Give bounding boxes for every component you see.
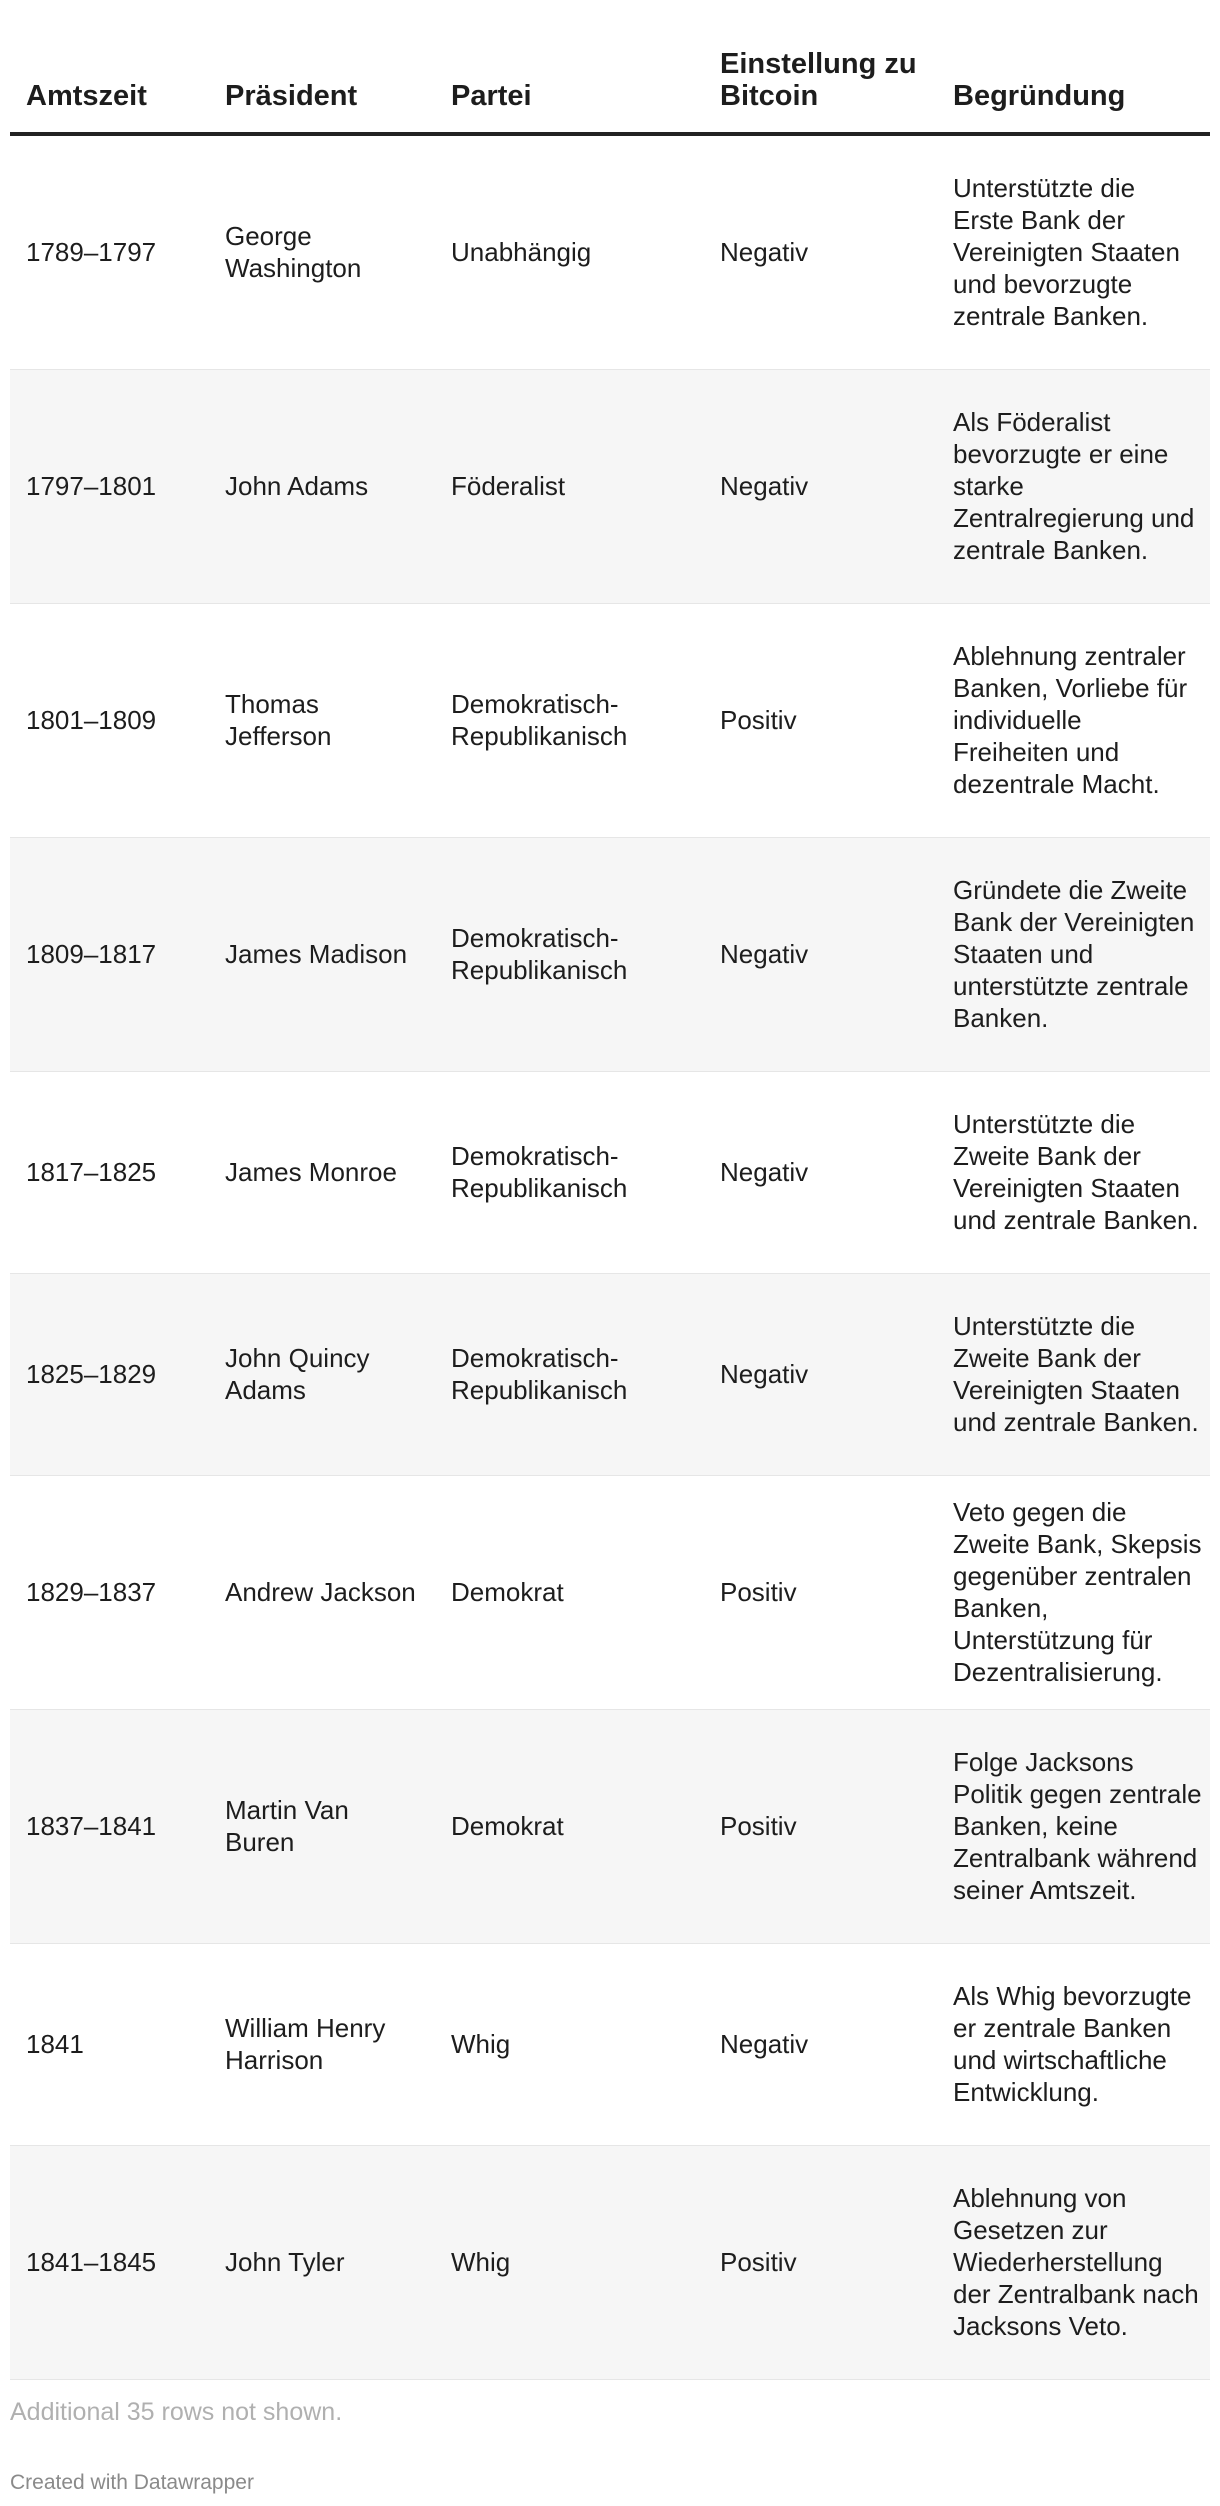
cell-partei: Demokratisch-Republikanisch	[435, 1071, 704, 1273]
cell-amtszeit: 1825–1829	[10, 1273, 209, 1475]
presidents-bitcoin-table	[10, 40, 1210, 2380]
rows-hidden-note: Additional 35 rows not shown.	[10, 2398, 343, 2426]
cell-amtszeit: 1837–1841	[10, 1709, 209, 1943]
cell-partei: Demokrat	[435, 1475, 704, 1709]
table-row	[10, 369, 1210, 603]
table-row	[10, 1709, 1210, 1943]
cell-amtszeit: 1817–1825	[10, 1071, 209, 1273]
cell-begruendung: Unterstützte die Zweite Bank der Vereinigten Staaten und zentrale Banken.	[937, 1071, 1210, 1273]
cell-einstellung: Negativ	[704, 1071, 937, 1273]
table-body	[10, 134, 1210, 2379]
cell-partei: Demokratisch-Republikanisch	[435, 603, 704, 837]
cell-partei: Föderalist	[435, 369, 704, 603]
header-praesident[interactable]: Präsident	[209, 40, 435, 134]
cell-amtszeit: 1789–1797	[10, 134, 209, 369]
cell-begruendung: Als Föderalist bevorzugte er eine starke Zentralregierung und zentrale Banken.	[937, 369, 1210, 603]
cell-amtszeit: 1801–1809	[10, 603, 209, 837]
cell-begruendung: Folge Jacksons Politik gegen zentrale Banken, keine Zentralbank während seiner Amtszeit.	[937, 1709, 1210, 1943]
cell-einstellung: Negativ	[704, 1943, 937, 2145]
cell-praesident: George Washington	[209, 134, 435, 369]
header-einstellung[interactable]: Einstellung zu Bitcoin	[704, 40, 937, 134]
cell-begruendung: Ablehnung zentraler Banken, Vorliebe für individuelle Freiheiten und dezentrale Macht.	[937, 603, 1210, 837]
cell-einstellung: Positiv	[704, 1709, 937, 1943]
table-row	[10, 1071, 1210, 1273]
table-row	[10, 837, 1210, 1071]
cell-amtszeit: 1841–1845	[10, 2145, 209, 2379]
cell-partei: Whig	[435, 1943, 704, 2145]
header-partei[interactable]: Partei	[435, 40, 704, 134]
table-row	[10, 134, 1210, 369]
cell-einstellung: Positiv	[704, 603, 937, 837]
table-header	[10, 40, 1210, 134]
cell-amtszeit: 1829–1837	[10, 1475, 209, 1709]
cell-praesident: William Henry Harrison	[209, 1943, 435, 2145]
table-row	[10, 603, 1210, 837]
cell-amtszeit: 1841	[10, 1943, 209, 2145]
cell-einstellung: Negativ	[704, 1273, 937, 1475]
cell-einstellung: Negativ	[704, 369, 937, 603]
cell-einstellung: Negativ	[704, 134, 937, 369]
header-amtszeit[interactable]: Amtszeit	[10, 40, 209, 134]
cell-praesident: John Tyler	[209, 2145, 435, 2379]
cell-praesident: Martin Van Buren	[209, 1709, 435, 1943]
cell-praesident: James Madison	[209, 837, 435, 1071]
cell-einstellung: Negativ	[704, 837, 937, 1071]
cell-einstellung: Positiv	[704, 1475, 937, 1709]
cell-amtszeit: 1797–1801	[10, 369, 209, 603]
cell-partei: Demokrat	[435, 1709, 704, 1943]
cell-begruendung: Ablehnung von Gesetzen zur Wiederherstellung der Zentralbank nach Jacksons Veto.	[937, 2145, 1210, 2379]
cell-begruendung: Unterstützte die Zweite Bank der Vereinigten Staaten und zentrale Banken.	[937, 1273, 1210, 1475]
table-row	[10, 1475, 1210, 1709]
cell-begruendung: Veto gegen die Zweite Bank, Skepsis gegenüber zentralen Banken, Unterstützung für Dezentralisierung.	[937, 1475, 1210, 1709]
cell-praesident: John Adams	[209, 369, 435, 603]
cell-begruendung: Unterstützte die Erste Bank der Vereinigten Staaten und bevorzugte zentrale Banken.	[937, 134, 1210, 369]
cell-praesident: Thomas Jefferson	[209, 603, 435, 837]
header-begruendung[interactable]: Begründung	[937, 40, 1210, 134]
cell-begruendung: Gründete die Zweite Bank der Vereinigten Staaten und unterstützte zentrale Banken.	[937, 837, 1210, 1071]
cell-einstellung: Positiv	[704, 2145, 937, 2379]
cell-praesident: James Monroe	[209, 1071, 435, 1273]
cell-partei: Demokratisch-Republikanisch	[435, 837, 704, 1071]
cell-begruendung: Als Whig bevorzugte er zentrale Banken und wirtschaftliche Entwicklung.	[937, 1943, 1210, 2145]
cell-praesident: John Quincy Adams	[209, 1273, 435, 1475]
cell-partei: Unabhängig	[435, 134, 704, 369]
table-row	[10, 1273, 1210, 1475]
header-row	[10, 40, 1210, 134]
table-row	[10, 2145, 1210, 2379]
cell-partei: Whig	[435, 2145, 704, 2379]
cell-praesident: Andrew Jackson	[209, 1475, 435, 1709]
table-row	[10, 1943, 1210, 2145]
cell-amtszeit: 1809–1817	[10, 837, 209, 1071]
cell-partei: Demokratisch-Republikanisch	[435, 1273, 704, 1475]
datawrapper-credit[interactable]: Created with Datawrapper	[10, 2471, 254, 2494]
